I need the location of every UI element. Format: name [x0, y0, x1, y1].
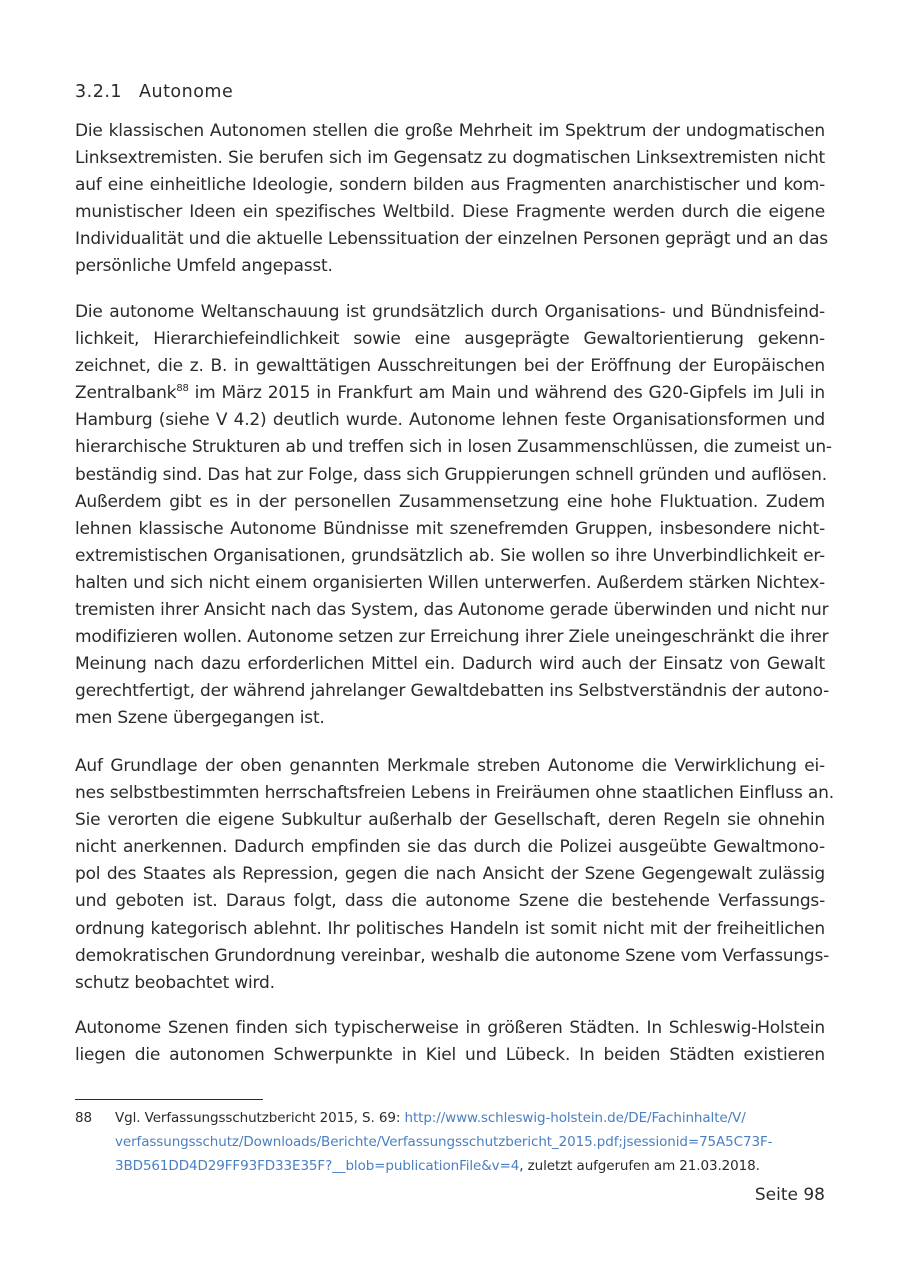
text-line: Außerdem gibt es in der personellen Zusammensetzung eine hohe Fluktuation. Zudem — [75, 491, 825, 512]
text-line: Autonome Szenen finden sich typischerweise in größeren Städten. In Schleswig-Holstein — [75, 1018, 825, 1038]
footnote-link[interactable]: verfassungsschutz/Downloads/Berichte/Verfassungsschutzbericht_2015.pdf;jsessionid=75A5C73F- — [115, 1134, 773, 1150]
text-line: Auf Grundlage der oben genannten Merkmale streben Autonome die Verwirklichung ei- — [75, 756, 825, 776]
text-line: Linksextremisten. Sie berufen sich im Gegensatz zu dogmatischen Linksextremisten nicht — [75, 148, 825, 169]
text-line: schutz beobachtet wird. — [75, 972, 275, 993]
footnote-prefix: Vgl. Verfassungsschutzbericht 2015, S. 69: — [115, 1110, 405, 1126]
text-line: auf eine einheitliche Ideologie, sondern bilden aus Fragmenten anarchistischer und kom- — [75, 175, 825, 196]
section-title: Autonome — [139, 82, 234, 102]
text-line: lehnen klassische Autonome Bündnisse mit szenefremden Gruppen, insbesondere nicht- — [75, 518, 825, 539]
text-line — [75, 380, 825, 407]
footnote-suffix: , zuletzt aufgerufen am 21.03.2018. — [519, 1158, 760, 1174]
paragraph-4 — [75, 1015, 825, 1069]
text-line: Die autonome Weltanschauung ist grundsätzlich durch Organisations- und Bündnisfeind- — [75, 302, 825, 322]
footnote-text — [115, 1106, 825, 1178]
text-line: men Szene übergegangen ist. — [75, 708, 325, 729]
text-line: demokratischen Grundordnung vereinbar, weshalb die autonome Szene vom Verfassungs- — [75, 945, 830, 966]
text-line: modifizieren wollen. Autonome setzen zur Erreichung ihrer Ziele uneingeschränkt die ihrer — [75, 627, 829, 648]
text-line: halten und sich nicht einem organisierten Willen unterwerfen. Außerdem stärken Nichtex- — [75, 572, 825, 593]
text-line: persönliche Umfeld angepasst. — [75, 256, 333, 277]
footnote-separator — [75, 1099, 263, 1100]
text-line: lichkeit, Hierarchiefeindlichkeit sowie eine ausgeprägte Gewaltorientierung gekenn- — [75, 329, 825, 350]
text-line: liegen die autonomen Schwerpunkte in Kiel und Lübeck. In beiden Städten existieren — [75, 1045, 825, 1066]
footnote-link[interactable]: 3BD561DD4D29FF93FD33E35F?__blob=publicationFile&v=4 — [115, 1158, 520, 1174]
paragraph-2 — [75, 299, 832, 733]
footnote-link[interactable]: http://www.schleswig-holstein.de/DE/Fachinhalte/V/ — [404, 1110, 746, 1126]
text-fragment: Zentralbank — [75, 383, 177, 404]
text-line: extremistischen Organisationen, grundsätzlich ab. Sie wollen so ihre Unverbindlichkeit er- — [75, 545, 825, 566]
paragraph-3 — [75, 753, 834, 997]
footnote-reference[interactable]: 88 — [176, 383, 189, 395]
text-line: beständig sind. Das hat zur Folge, dass sich Gruppierungen schnell gründen und auflösen. — [75, 464, 827, 485]
paragraph-1 — [75, 118, 828, 281]
text-line: Die klassischen Autonomen stellen die große Mehrheit im Spektrum der undogmatischen — [75, 121, 825, 141]
text-line: ordnung kategorisch ablehnt. Ihr politisches Handeln ist somit nicht mit der freiheitlichen — [75, 918, 825, 939]
footnote-line — [115, 1130, 825, 1154]
text-line: zeichnet, die z. B. in gewalttätigen Ausschreitungen bei der Eröffnung der Europäischen — [75, 356, 825, 377]
text-line: nes selbstbestimmten herrschaftsfreien Lebens in Freiräumen ohne staatlichen Einfluss an. — [75, 783, 834, 804]
text-line: Hamburg (siehe V 4.2) deutlich wurde. Autonome lehnen feste Organisationsformen und — [75, 410, 825, 431]
text-line: munistischer Ideen ein spezifisches Weltbild. Diese Fragmente werden durch die eigene — [75, 202, 825, 223]
text-line: Sie verorten die eigene Subkultur außerhalb der Gesellschaft, deren Regeln sie ohnehin — [75, 810, 825, 831]
text-line: tremisten ihrer Ansicht nach das System, das Autonome gerade überwinden und nicht nur — [75, 600, 829, 621]
footnote-number: 88 — [75, 1110, 92, 1126]
text-line: Meinung nach dazu erforderlichen Mittel ein. Dadurch wird auch der Einsatz von Gewalt — [75, 654, 825, 675]
footnote-line — [115, 1106, 825, 1130]
text-fragment: im März 2015 in Frankfurt am Main und während des G20-Gipfels im Juli in — [188, 383, 825, 404]
footnote — [75, 1106, 825, 1178]
footnote-line — [115, 1154, 825, 1178]
text-line: Individualität und die aktuelle Lebenssituation der einzelnen Personen geprägt und an das — [75, 229, 828, 250]
section-heading — [75, 82, 233, 102]
text-line: gerechtfertigt, der während jahrelanger Gewaltdebatten ins Selbstverständnis der autono- — [75, 681, 830, 702]
text-line: pol des Staates als Repression, gegen die nach Ansicht der Szene Gegengewalt zulässig — [75, 864, 825, 885]
text-line: hierarchische Strukturen ab und treffen sich in losen Zusammenschlüssen, die zumeist un- — [75, 437, 832, 458]
text-line: nicht anerkennen. Dadurch empfinden sie das durch die Polizei ausgeübte Gewaltmono- — [75, 837, 825, 858]
page-number: Seite 98 — [754, 1185, 825, 1205]
text-line: und geboten ist. Daraus folgt, dass die autonome Szene die bestehende Verfassungs- — [75, 891, 825, 912]
section-number: 3.2.1 — [75, 82, 123, 102]
